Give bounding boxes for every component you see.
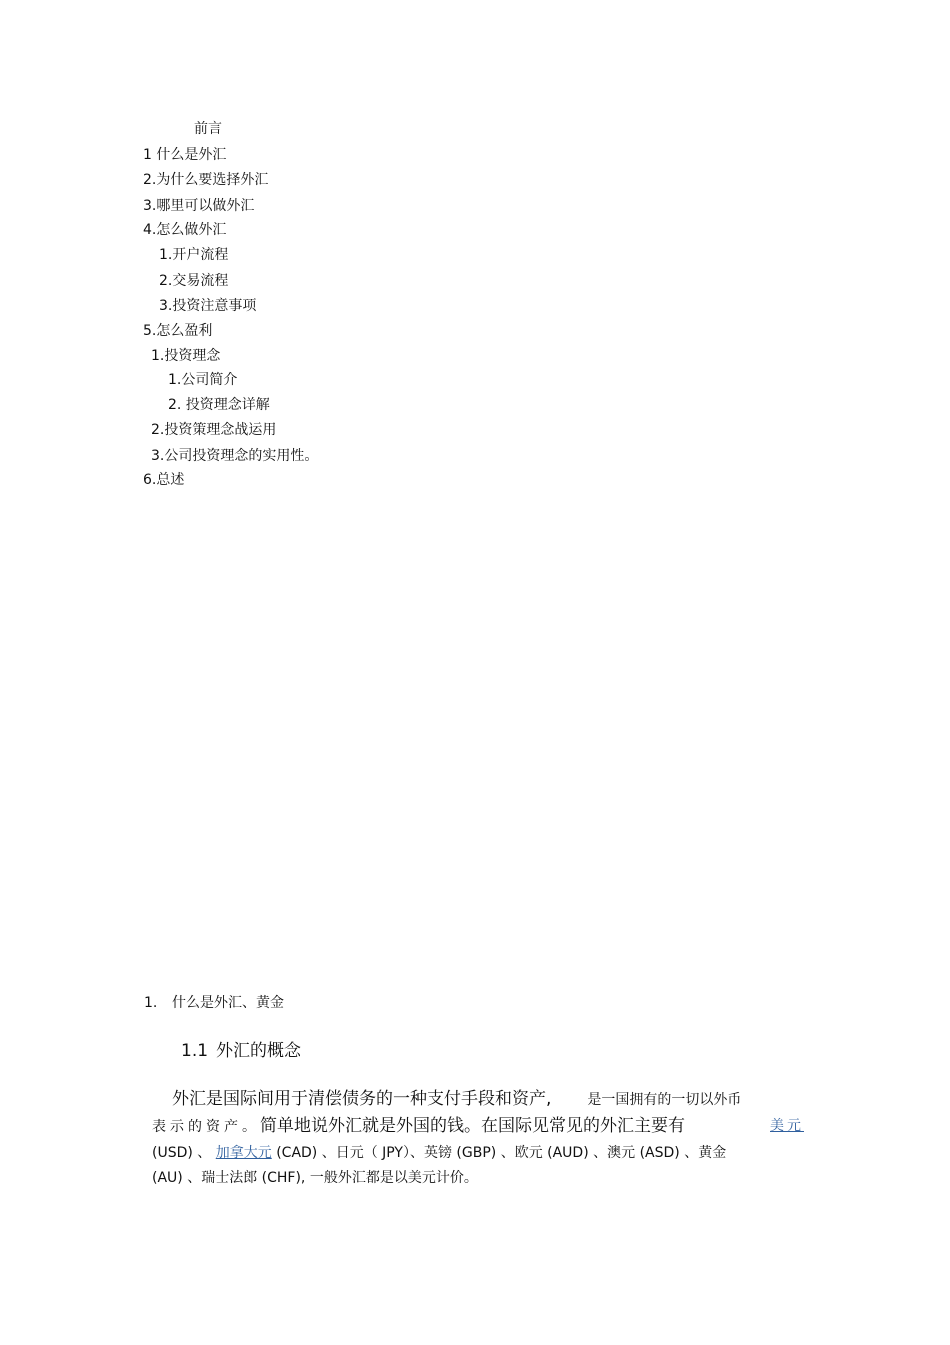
link-cad[interactable]: 加拿大元 xyxy=(215,1145,272,1161)
section-heading xyxy=(144,994,284,1012)
subsection-title: 外汇的概念 xyxy=(216,1041,302,1061)
paragraph-line3-b: (CAD) 、日元（ JPY）、英镑 (GBP) 、欧元 (AUD) 、澳元 (ASD) 、黄金 xyxy=(271,1145,727,1161)
toc-item-4[interactable]: 4.怎么做外汇 xyxy=(143,222,227,238)
toc-item-3[interactable]: 3.哪里可以做外汇 xyxy=(143,198,255,214)
toc-item-5-3[interactable]: 3.公司投资理念的实用性。 xyxy=(151,448,319,464)
toc-item-5-1-2[interactable]: 2. 投资理念详解 xyxy=(168,397,270,413)
toc-item-2[interactable]: 2.为什么要选择外汇 xyxy=(143,172,269,188)
toc-item-5[interactable]: 5.怎么盈利 xyxy=(143,323,213,339)
toc-title: 前言 xyxy=(194,121,222,137)
paragraph-line3-a: (USD) 、 xyxy=(152,1145,212,1161)
paragraph-line-1 xyxy=(172,1087,741,1112)
paragraph-line1-main: 外汇是国际间用于清偿债务的一种支付手段和资产, xyxy=(172,1089,552,1109)
paragraph-line2-spaced: 表示的资产。 xyxy=(152,1119,260,1135)
section-title: 什么是外汇、黄金 xyxy=(172,995,284,1011)
paragraph-line1-small: 是一国拥有的一切以外币 xyxy=(587,1092,742,1108)
paragraph-line-4: (AU) 、瑞士法郎 (CHF), 一般外汇都是以美元计价。 xyxy=(152,1170,478,1186)
toc-item-5-1-1[interactable]: 1.公司简介 xyxy=(168,372,238,388)
paragraph-line-3 xyxy=(152,1143,726,1163)
toc-item-4-2[interactable]: 2.交易流程 xyxy=(159,273,229,289)
toc-item-4-1[interactable]: 1.开户流程 xyxy=(159,247,229,263)
link-usd[interactable]: 美元 xyxy=(770,1118,804,1134)
section-number: 1. xyxy=(144,995,158,1011)
subsection-number: 1.1 xyxy=(181,1041,209,1061)
toc-item-5-2[interactable]: 2.投资策理念战运用 xyxy=(151,422,277,438)
toc-item-6[interactable]: 6.总述 xyxy=(143,472,185,488)
toc-item-5-1[interactable]: 1.投资理念 xyxy=(151,348,221,364)
paragraph-line-2 xyxy=(152,1114,804,1139)
subsection-heading xyxy=(181,1040,301,1062)
toc-item-1[interactable]: 1 什么是外汇 xyxy=(143,147,227,163)
paragraph-line2-main: 简单地说外汇就是外国的钱。在国际见常见的外汇主要有 xyxy=(260,1116,685,1136)
toc-item-4-3[interactable]: 3.投资注意事项 xyxy=(159,298,257,314)
